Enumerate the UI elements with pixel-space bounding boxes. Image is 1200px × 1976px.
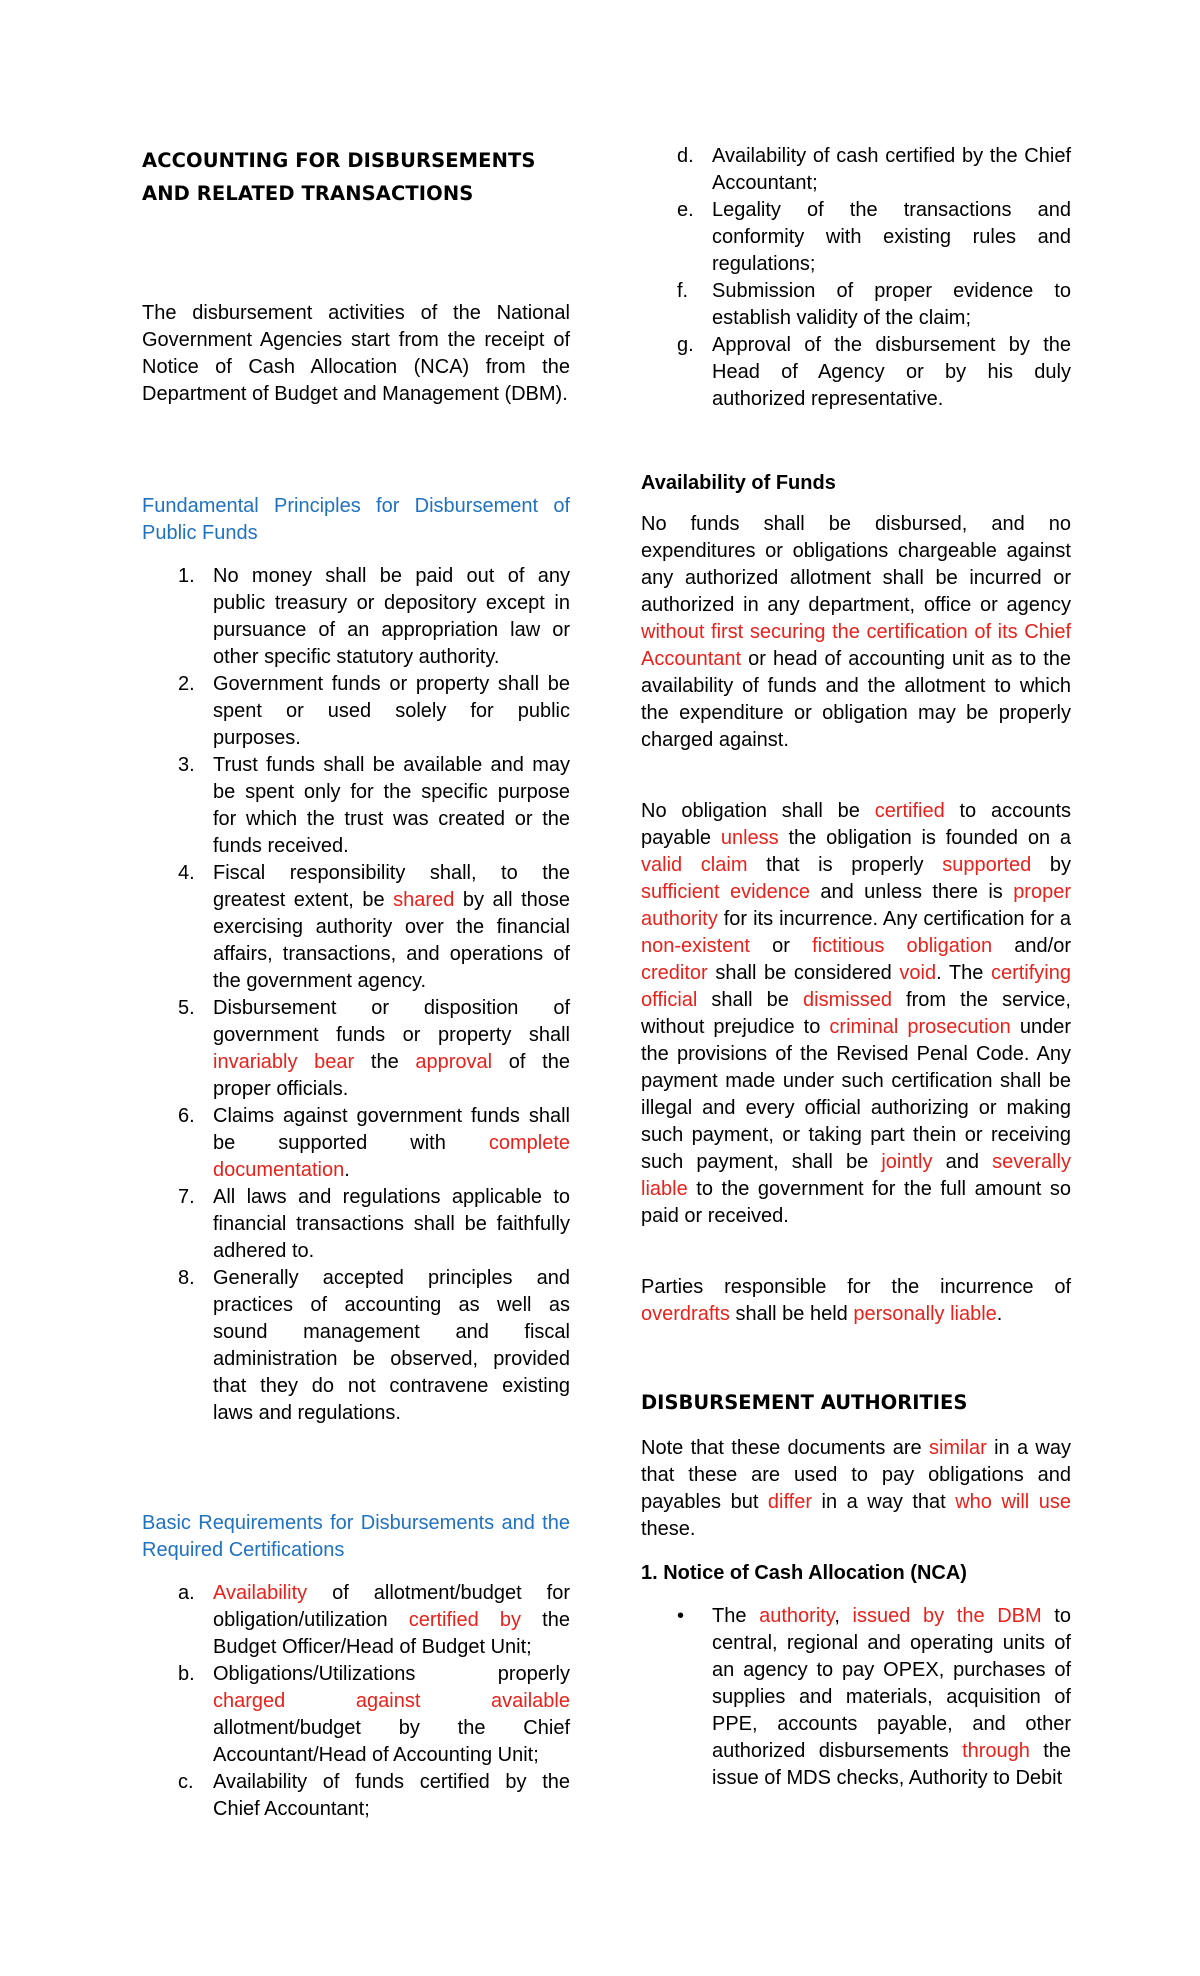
text-segment: ,: [834, 1605, 853, 1627]
text-segment: Legality of the transactions and conformity with existing rules and regulations;: [712, 199, 1071, 275]
highlighted-text: complete documentation: [213, 1132, 570, 1181]
list-item-text: [213, 673, 570, 749]
highlighted-text: through: [962, 1740, 1030, 1762]
list-item: [142, 1580, 570, 1661]
intro-paragraph: The disbursement activities of the National Government Agencies start from the receipt of Notice of Cash Allocation (NCA) from the Department of Budget and Management (DBM).: [142, 302, 570, 405]
text-segment: and unless there is: [810, 881, 1014, 903]
text-segment: Government funds or property shall be spent or used solely for public purposes.: [213, 673, 570, 749]
text-segment: that is properly: [747, 854, 943, 876]
text-segment: Obligations/Utilizations properly: [213, 1663, 570, 1685]
text-segment: No money shall be paid out of any public treasury or depository except in pursuance of an appropriation law or other specific statutory authority.: [213, 565, 570, 668]
highlighted-text: personally liable: [853, 1303, 997, 1325]
highlighted-text: void: [899, 962, 937, 984]
highlighted-text: Availability: [213, 1582, 308, 1604]
list-item: [142, 1103, 570, 1184]
list-item-text: [213, 1771, 570, 1820]
highlighted-text: approval: [415, 1051, 493, 1073]
list-item: [142, 563, 570, 671]
list-item-text: [213, 1582, 570, 1658]
highlighted-text: authority: [759, 1605, 835, 1627]
highlighted-text: invariably bear: [213, 1051, 355, 1073]
list-item-number: 5.: [178, 997, 195, 1019]
list-item: [641, 332, 1071, 413]
list-item-number: c.: [178, 1771, 194, 1793]
highlighted-text: dismissed: [803, 989, 892, 1011]
list-item-text: [213, 1105, 570, 1181]
list-item: [142, 1769, 570, 1823]
highlighted-text: certified by: [408, 1609, 522, 1631]
disbursement-authorities-heading: DISBURSEMENT AUTHORITIES: [641, 1391, 968, 1414]
availability-of-funds-heading: Availability of Funds: [641, 472, 836, 494]
text-segment: the issue of MDS checks, Authority to Debit: [712, 1740, 1072, 1789]
list-item-text: [213, 565, 570, 668]
list-item-text: [213, 862, 570, 992]
text-segment: .: [344, 1159, 350, 1181]
list-item-number: e.: [677, 199, 694, 221]
list-item-number: g.: [677, 334, 694, 356]
text-segment: .: [996, 1303, 1003, 1325]
text-segment: Trust funds shall be available and may be spent only for the specific purpose for which the trust was created or the funds received.: [213, 754, 570, 857]
text-segment: to the government for the full amount so paid or received.: [641, 1178, 1071, 1227]
disbursement-authorities-note: [641, 1435, 1071, 1543]
highlighted-text: valid claim: [641, 854, 748, 876]
basic-requirements-list-left: [142, 1580, 570, 1823]
list-item-text: [213, 1663, 570, 1766]
nca-bullet-list: [641, 1603, 1071, 1792]
text-segment: the obligation is founded on a: [778, 827, 1071, 849]
availability-paragraph-1: [641, 511, 1071, 754]
text-segment: and/or: [992, 935, 1071, 957]
highlighted-text: shared: [393, 889, 455, 911]
text-segment: to accounts payable: [641, 800, 1072, 849]
list-item-text: [712, 334, 1071, 410]
text-segment: Parties responsible for the incurrence of: [641, 1276, 1071, 1298]
list-item: [142, 752, 570, 860]
list-item: [641, 278, 1071, 332]
text-segment: and: [932, 1151, 993, 1173]
text-segment: Submission of proper evidence to establish validity of the claim;: [712, 280, 1071, 329]
text-segment: in a way that: [812, 1491, 956, 1513]
text-segment: in a way that these are used to pay obligations and payables but: [641, 1437, 1071, 1513]
text-segment: to central, regional and operating units of an agency to pay OPEX, purchases of supplies and materials, acquisition of PPE, accounts payable, and other authorized disbursements: [712, 1605, 1071, 1762]
list-item-number: d.: [677, 145, 694, 167]
list-item: [142, 860, 570, 995]
list-item-number: 2.: [178, 673, 195, 695]
text-segment: Generally accepted principles and practices of accounting as well as sound management and fiscal administration be observed, provided that they do not contravene existing laws and regulations.: [213, 1267, 570, 1424]
bullet-icon: •: [677, 1605, 685, 1627]
highlighted-text: issued by the DBM: [852, 1605, 1042, 1627]
text-segment: All laws and regulations applicable to financial transactions shall be faithfully adhered to.: [213, 1186, 570, 1262]
list-item: [641, 143, 1071, 197]
text-segment: Availability of funds certified by the Chief Accountant;: [213, 1771, 570, 1820]
highlighted-text: similar: [928, 1437, 987, 1459]
list-item-number: b.: [178, 1663, 195, 1685]
text-segment: under the provisions of the Revised Penal Code. Any payment made under such certification shall be illegal and every official authorizing or making such payment, or taking part thein or receiving such payment, shall be: [641, 1016, 1071, 1173]
highlighted-text: proper authority: [641, 881, 1071, 930]
list-item: [142, 1184, 570, 1265]
list-item: [142, 1661, 570, 1769]
list-item-number: f.: [677, 280, 689, 302]
text-segment: of the proper officials.: [213, 1051, 570, 1100]
list-item-text: [213, 754, 570, 857]
highlighted-text: severally liable: [641, 1151, 1071, 1200]
list-item: [142, 671, 570, 752]
text-segment: Disbursement or disposition of government funds or property shall: [213, 997, 570, 1046]
highlighted-text: creditor: [641, 962, 708, 984]
list-item-number: 1.: [178, 565, 195, 587]
text-segment: these.: [641, 1518, 696, 1540]
text-segment: The: [712, 1605, 760, 1627]
fundamental-principles-list: [142, 563, 570, 1427]
nca-bullet-text: [712, 1605, 1071, 1789]
text-segment: . The: [936, 962, 991, 984]
list-item: [142, 1265, 570, 1427]
nca-bullet-item: [641, 1603, 1071, 1792]
list-item-number: 3.: [178, 754, 195, 776]
list-item-number: 6.: [178, 1105, 195, 1127]
availability-paragraph-2: [641, 798, 1071, 1230]
text-segment: for its incurrence. Any certification for a: [717, 908, 1071, 930]
list-item-number: 8.: [178, 1267, 195, 1289]
availability-paragraph-3: [641, 1274, 1071, 1328]
highlighted-text: fictitious obligation: [812, 935, 993, 957]
basic-requirements-list-right: [641, 143, 1071, 413]
text-segment: Claims against government funds shall be supported with: [213, 1105, 570, 1154]
text-segment: No funds shall be disbursed, and no expenditures or obligations chargeable against any authorized allotment shall be incurred or authorized in any department, office or agency: [641, 513, 1071, 616]
highlighted-text: differ: [767, 1491, 813, 1513]
highlighted-text: supported: [942, 854, 1032, 876]
list-item-text: [213, 997, 570, 1100]
text-segment: shall be considered: [707, 962, 900, 984]
highlighted-text: charged against available: [213, 1690, 570, 1712]
list-item-number: 7.: [178, 1186, 195, 1208]
text-segment: or: [749, 935, 813, 957]
list-item-text: [712, 199, 1071, 275]
text-segment: No obligation shall be: [641, 800, 875, 822]
list-item-number: 4.: [178, 862, 195, 884]
list-item-text: [213, 1186, 570, 1262]
text-segment: the: [354, 1051, 416, 1073]
document-title: ACCOUNTING FOR DISBURSEMENTS AND RELATED TRANSACTIONS: [142, 149, 536, 205]
text-segment: or head of accounting unit as to the availability of funds and the allotment to which the expenditure or obligation may be properly charged against.: [641, 648, 1071, 751]
nca-heading: 1. Notice of Cash Allocation (NCA): [641, 1562, 967, 1584]
highlighted-text: who will use: [955, 1491, 1071, 1513]
list-item-number: a.: [178, 1582, 195, 1604]
text-segment: Fiscal responsibility shall, to the greatest extent, be: [213, 862, 570, 911]
highlighted-text: overdrafts: [641, 1303, 730, 1325]
highlighted-text: certified: [874, 800, 945, 822]
highlighted-text: non-existent: [641, 935, 750, 957]
list-item-text: [712, 280, 1071, 329]
text-segment: shall be: [697, 989, 804, 1011]
highlighted-text: criminal prosecution: [829, 1016, 1011, 1038]
fundamental-principles-heading: Fundamental Principles for Disbursement of Public Funds: [142, 495, 570, 544]
highlighted-text: certifying official: [641, 962, 1071, 1011]
text-segment: of allotment/budget for obligation/utilization: [213, 1582, 570, 1631]
text-segment: the Budget Officer/Head of Budget Unit;: [213, 1609, 570, 1658]
list-item-text: [712, 145, 1071, 194]
basic-requirements-heading: Basic Requirements for Disbursements and the Required Certifications: [142, 1512, 570, 1561]
highlighted-text: sufficient evidence: [641, 881, 811, 903]
text-segment: from the service, without prejudice to: [641, 989, 1071, 1038]
highlighted-text: without first securing the certification of its Chief Accountant: [641, 621, 1071, 670]
text-segment: Note that these documents are: [641, 1437, 929, 1459]
list-item: [641, 197, 1071, 278]
highlighted-text: jointly: [881, 1151, 933, 1173]
highlighted-text: unless: [720, 827, 779, 849]
list-item-text: [213, 1267, 570, 1424]
text-segment: Availability of cash certified by the Chief Accountant;: [712, 145, 1071, 194]
text-segment: by: [1031, 854, 1071, 876]
text-segment: allotment/budget by the Chief Accountant/Head of Accounting Unit;: [213, 1717, 570, 1766]
text-segment: by all those exercising authority over the financial affairs, transactions, and operations of the government agency.: [213, 889, 570, 992]
list-item: [142, 995, 570, 1103]
text-segment: Approval of the disbursement by the Head of Agency or by his duly authorized representative.: [712, 334, 1071, 410]
text-segment: shall be held: [729, 1303, 854, 1325]
